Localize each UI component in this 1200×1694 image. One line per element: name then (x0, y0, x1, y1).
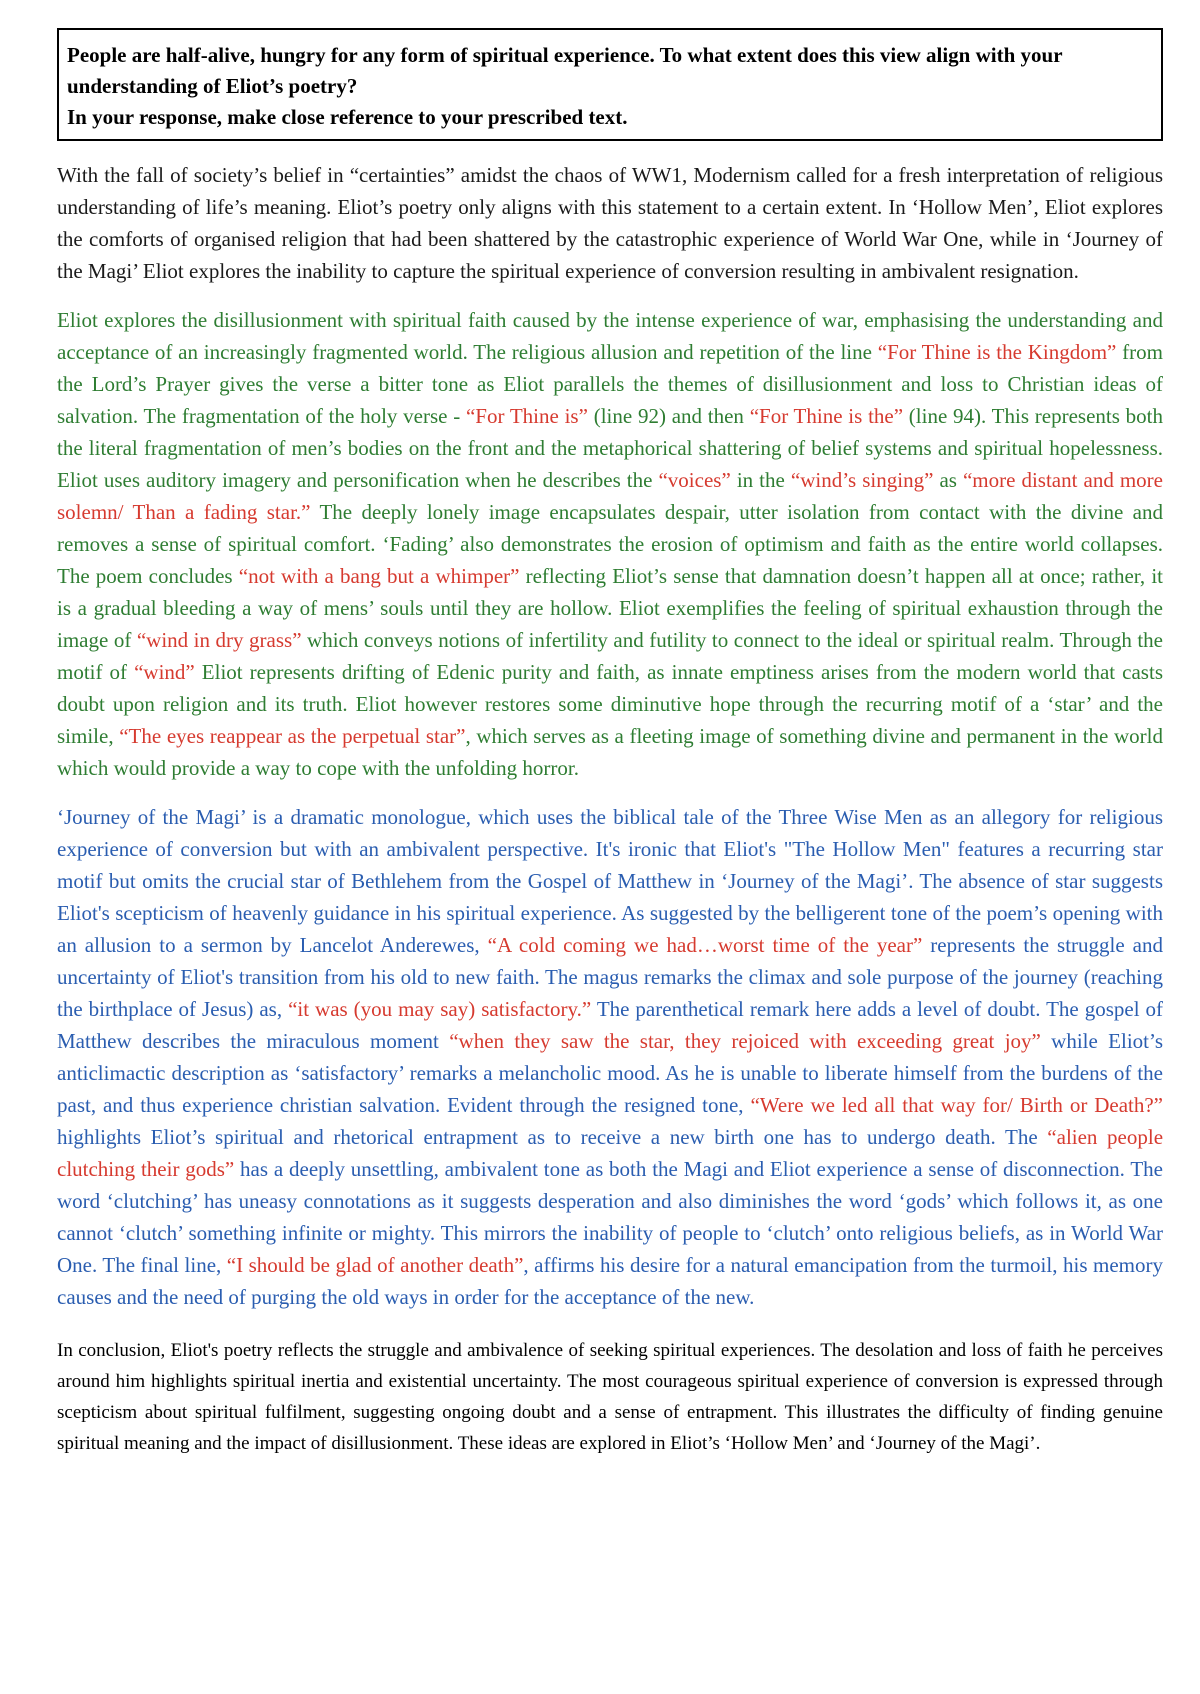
quotation: “wind” (134, 660, 195, 684)
essay-question-box (57, 28, 1163, 141)
text-run: The parenthetical remark here adds a level of doubt. The gospel of Matthew describes the miraculous moment (57, 997, 1163, 1053)
quotation: “The eyes reappear as the perpetual star” (119, 724, 466, 748)
quotation: “Were we led all that way for/ Birth or Death?” (750, 1093, 1164, 1117)
conclusion-paragraph: In conclusion, Eliot's poetry reflects the struggle and ambivalence of seeking spiritual experiences. The desolation and loss of faith he perceives around him highlights spiritual inertia and existential uncertainty. The most courageous spiritual experience of conversion is expressed through scepticism about spiritual fulfilment, suggesting ongoing doubt and a sense of entrapment. This illustrates the difficulty of finding genuine spiritual meaning and the impact of disillusionment. These ideas are explored in Eliot’s ‘Hollow Men’ and ‘Journey of the Magi’. (57, 1340, 1163, 1454)
essay-question: People are half-alive, hungry for any form of spiritual experience. To what extent does this view align with your understanding of Eliot’s poetry? (67, 43, 1063, 98)
quotation: “wind’s singing” (790, 468, 934, 492)
hollow-men-paragraph (57, 304, 1163, 784)
quotation: “when they saw the star, they rejoiced with exceeding great joy” (449, 1029, 1041, 1053)
quotation: “wind in dry grass” (136, 628, 302, 652)
quotation: “For Thine is the” (749, 404, 904, 428)
essay-instruction: In your response, make close reference to your prescribed text. (67, 105, 628, 129)
journey-of-the-magi-paragraph (57, 801, 1163, 1313)
text-run: Eliot explores the disillusionment with spiritual faith caused by the intense experience of war, emphasising the understanding and acceptance of an increasingly fragmented world. The religious allusion and repetition of the line (57, 308, 1163, 364)
quotation: “not with a bang but a whimper” (238, 564, 520, 588)
text-run: (line 94). This represents both the literal fragmentation of men’s bodies on the front and the metaphorical shattering of belief systems and spiritual hopelessness. Eliot uses auditory imagery and personification when he describes the (57, 404, 1163, 492)
text-run: as (933, 468, 963, 492)
quotation: “For Thine is” (465, 404, 588, 428)
text-run: which conveys notions of infertility and futility to connect to the ideal or spiritual realm. Through the motif of (57, 628, 1163, 684)
text-run: represents the struggle and uncertainty of Eliot's transition from his old to new faith. The magus remarks the climax and sole purpose of the journey (reaching the birthplace of Jesus) as, (57, 933, 1163, 1021)
text-run: ‘Journey of the Magi’ is a dramatic monologue, which uses the biblical tale of the Three Wise Men as an allegory for religious experience of conversion but with an ambivalent perspective. It's ironic that Eliot's "The Hollow Men" features a recurring star motif but omits the crucial star of Bethlehem from the Gospel of Matthew in ‘Journey of the Magi’. The absence of star suggests Eliot's scepticism of heavenly guidance in his spiritual experience. As suggested by the belligerent tone of the poem’s opening with an allusion to a sermon by Lancelot Anderewes, (57, 805, 1163, 957)
text-run: , which serves as a fleeting image of something divine and permanent in the world which would provide a way to cope with the unfolding horror. (57, 724, 1163, 780)
quotation: “For Thine is the Kingdom” (877, 340, 1117, 364)
introduction-paragraph: With the fall of society’s belief in “certainties” amidst the chaos of WW1, Modernism called for a fresh interpretation of religious understanding of life’s meaning. Eliot’s poetry only aligns with this statement to a certain extent. In ‘Hollow Men’, Eliot explores the comforts of organised religion that had been shattered by the catastrophic experience of World War One, while in ‘Journey of the Magi’ Eliot explores the inability to capture the spiritual experience of conversion resulting in ambivalent resignation. (57, 163, 1163, 283)
quotation: “more distant and more solemn/ Than a fading star.” (57, 468, 1163, 524)
text-run: while Eliot’s anticlimactic description as ‘satisfactory’ remarks a melancholic mood. As he is unable to liberate himself from the burdens of the past, and thus experience christian salvation. Evident through the resigned tone, (57, 1029, 1164, 1117)
quotation: “alien people clutching their gods” (57, 1125, 1164, 1181)
text-run: , affirms his desire for a natural emancipation from the turmoil, his memory causes and the need of purging the old ways in order for the acceptance of the new. (57, 1253, 1163, 1309)
text-run: has a deeply unsettling, ambivalent tone as both the Magi and Eliot experience a sense of disconnection. The word ‘clutching’ has uneasy connotations as it suggests desperation and also diminishes the word ‘gods’ which follows it, as one cannot ‘clutch’ something infinite or mighty. This mirrors the inability of people to ‘clutch’ onto religious beliefs, as in World War One. The final line, (57, 1157, 1163, 1277)
text-run: in the (730, 468, 791, 492)
quotation: “voices” (658, 468, 731, 492)
text-run: (line 92) and then (587, 404, 750, 428)
text-run: reflecting Eliot’s sense that damnation doesn’t happen all at once; rather, it is a gradual bleeding a way of mens’ souls until they are hollow. Eliot exemplifies the feeling of spiritual exhaustion through the image of (57, 564, 1163, 652)
text-run: The deeply lonely image encapsulates despair, utter isolation from contact with the divine and removes a sense of spiritual comfort. ‘Fading’ also demonstrates the erosion of optimism and faith as the entire world collapses. The poem concludes (57, 500, 1163, 588)
essay-page (57, 28, 1163, 1476)
text-run: highlights Eliot’s spiritual and rhetorical entrapment as to receive a new birth one has to undergo death. The (57, 1125, 1048, 1149)
quotation: “A cold coming we had…worst time of the year” (487, 933, 923, 957)
quotation: “I should be glad of another death” (226, 1253, 524, 1277)
quotation: “it was (you may say) satisfactory.” (288, 997, 592, 1021)
text-run: from the Lord’s Prayer gives the verse a bitter tone as Eliot parallels the themes of disillusionment and loss to Christian ideas of salvation. The fragmentation of the holy verse - (57, 340, 1163, 428)
text-run: Eliot represents drifting of Edenic purity and faith, as innate emptiness arises from the modern world that casts doubt upon religion and its truth. Eliot however restores some diminutive hope through the recurring motif of a ‘star’ and the simile, (57, 660, 1163, 748)
